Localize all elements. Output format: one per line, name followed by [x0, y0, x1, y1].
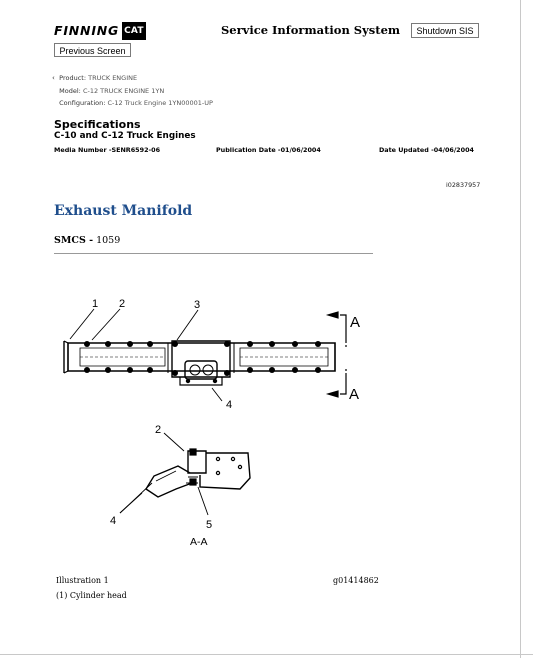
cat-badge: CAT [122, 22, 146, 40]
breadcrumb-model: Model: C-12 TRUCK ENGINE 1YN [59, 86, 165, 95]
document-id: i02837957 [446, 181, 481, 189]
illustration-id: g01414862 [333, 576, 379, 585]
date-updated: Date Updated -04/06/2004 [379, 146, 474, 154]
manifold-top-view [64, 341, 335, 385]
callout-2-section: 2 [155, 424, 162, 436]
breadcrumb [52, 72, 213, 110]
callout-5: 5 [206, 519, 213, 531]
page-border-bottom [0, 654, 533, 655]
callout-2: 2 [119, 298, 126, 310]
section-leaders [120, 433, 208, 515]
back-arrow-icon[interactable]: ‹ [52, 74, 55, 82]
illustration-caption: (1) Cylinder head [56, 591, 127, 600]
breadcrumb-configuration: Configuration: C-12 Truck Engine 1YN00001-UP [59, 99, 213, 107]
callout-1: 1 [92, 298, 99, 310]
callout-4-section: 4 [110, 515, 117, 527]
smcs-code: SMCS - 1059 [54, 235, 121, 246]
finning-cat-logo [54, 21, 146, 40]
logo-text: FINNING [54, 23, 120, 38]
exhaust-manifold-illustration [50, 293, 380, 555]
section-mark-a-bottom: A [349, 386, 360, 403]
callout-leaders [70, 309, 222, 401]
page-title: Exhaust Manifold [54, 203, 193, 219]
callout-4: 4 [226, 399, 233, 411]
section-mark-a-top: A [350, 314, 361, 331]
specs-subheading: C-10 and C-12 Truck Engines [54, 131, 196, 141]
previous-screen-button[interactable]: Previous Screen [54, 43, 131, 57]
callout-3: 3 [194, 299, 201, 311]
specs-heading: Specifications [54, 118, 141, 131]
illustration-label: Illustration 1 [56, 576, 109, 585]
shutdown-sis-button[interactable]: Shutdown SIS [411, 23, 479, 38]
app-title: Service Information System [221, 23, 401, 37]
breadcrumb-product: Product: TRUCK ENGINE [59, 74, 138, 82]
section-cut-marks [328, 312, 346, 397]
media-number: Media Number -SENR6592-06 [54, 146, 161, 154]
publication-date: Publication Date -01/06/2004 [216, 146, 321, 154]
section-view-label: A-A [190, 536, 208, 548]
section-divider [54, 253, 373, 254]
page-border-right [520, 0, 521, 658]
section-view [146, 449, 250, 497]
